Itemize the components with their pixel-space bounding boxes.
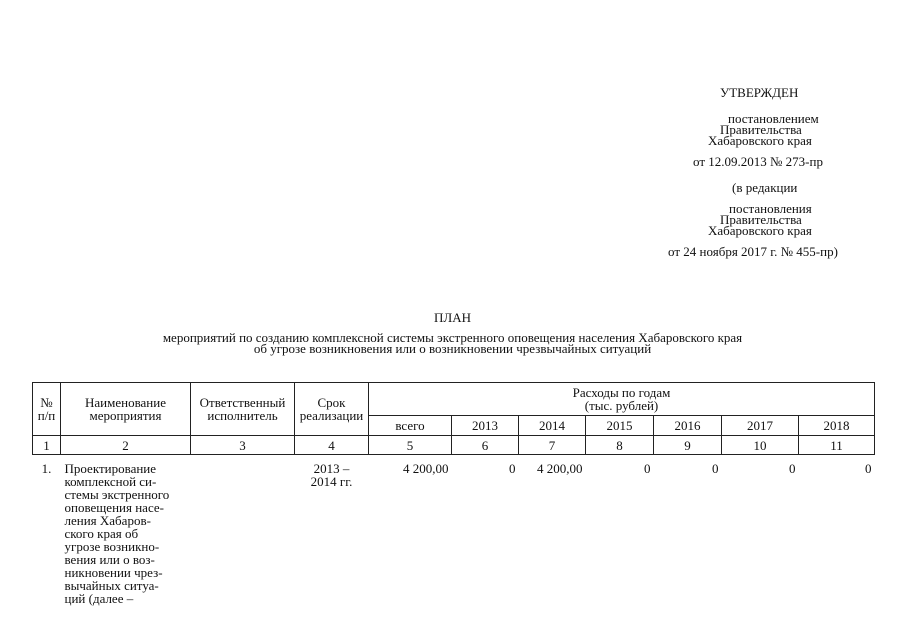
column-number: 2 bbox=[61, 436, 191, 455]
header-year: 2013 bbox=[452, 416, 519, 436]
row-value: 0 bbox=[865, 461, 872, 476]
row-name: Проектирование комплексной си- стемы экстренного оповещения насе- ления Хабаров- ского края об угрозе возникно- вения или о воз- никновении чрез- вычайных ситуа- ций (далее – bbox=[64, 461, 170, 606]
header-name: Наименование мероприятия bbox=[61, 383, 191, 436]
row-term: 2013 – 2014 гг. bbox=[310, 461, 353, 489]
edition-line: Правительства bbox=[720, 212, 802, 227]
plan-subtitle: мероприятий по созданию комплексной системы экстренного оповещения населения Хабаровского края bbox=[162, 330, 743, 345]
column-number: 7 bbox=[519, 436, 586, 455]
approval-heading: УТВЕРЖДЕН bbox=[720, 85, 799, 100]
column-number: 3 bbox=[191, 436, 295, 455]
row-value: 4 200,00 bbox=[537, 461, 583, 476]
header-executor: Ответственный исполнитель bbox=[191, 383, 295, 436]
table-row bbox=[33, 455, 875, 606]
column-number: 4 bbox=[295, 436, 369, 455]
column-number: 1 bbox=[33, 436, 61, 455]
header-num: № п/п bbox=[33, 383, 61, 436]
header-term: Срок реализации bbox=[295, 383, 369, 436]
plan-subtitle: об угрозе возникновения или о возникновении чрезвычайных ситуаций bbox=[253, 341, 652, 356]
approval-date: от 12.09.2013 № 273-пр bbox=[693, 154, 823, 169]
header-year: 2017 bbox=[722, 416, 799, 436]
row-executor bbox=[191, 455, 295, 606]
approval-line: Хабаровского края bbox=[708, 133, 812, 148]
row-value: 0 bbox=[789, 461, 796, 476]
column-number: 8 bbox=[586, 436, 654, 455]
row-value: 0 bbox=[509, 461, 516, 476]
edition-date: от 24 ноября 2017 г. № 455-пр) bbox=[668, 244, 838, 259]
row-number: 1. bbox=[41, 461, 52, 476]
edition-line: постановления bbox=[729, 201, 812, 216]
edition-line: Хабаровского края bbox=[708, 223, 812, 238]
plan-table bbox=[32, 382, 875, 605]
column-number: 10 bbox=[722, 436, 799, 455]
column-number: 11 bbox=[799, 436, 875, 455]
column-number: 6 bbox=[452, 436, 519, 455]
column-number: 9 bbox=[654, 436, 722, 455]
header-year: 2014 bbox=[519, 416, 586, 436]
row-value: 0 bbox=[712, 461, 719, 476]
header-expenses: Расходы по годам (тыс. рублей) bbox=[369, 383, 875, 416]
plan-title: ПЛАН bbox=[434, 310, 471, 325]
edition-line: (в редакции bbox=[732, 180, 798, 195]
column-number: 5 bbox=[369, 436, 452, 455]
row-value: 0 bbox=[644, 461, 651, 476]
header-total: всего bbox=[369, 416, 452, 436]
approval-line: постановлением bbox=[728, 111, 819, 126]
approval-line: Правительства bbox=[720, 122, 802, 137]
header-year: 2016 bbox=[654, 416, 722, 436]
header-year: 2018 bbox=[799, 416, 875, 436]
row-total: 4 200,00 bbox=[403, 461, 449, 476]
header-year: 2015 bbox=[586, 416, 654, 436]
